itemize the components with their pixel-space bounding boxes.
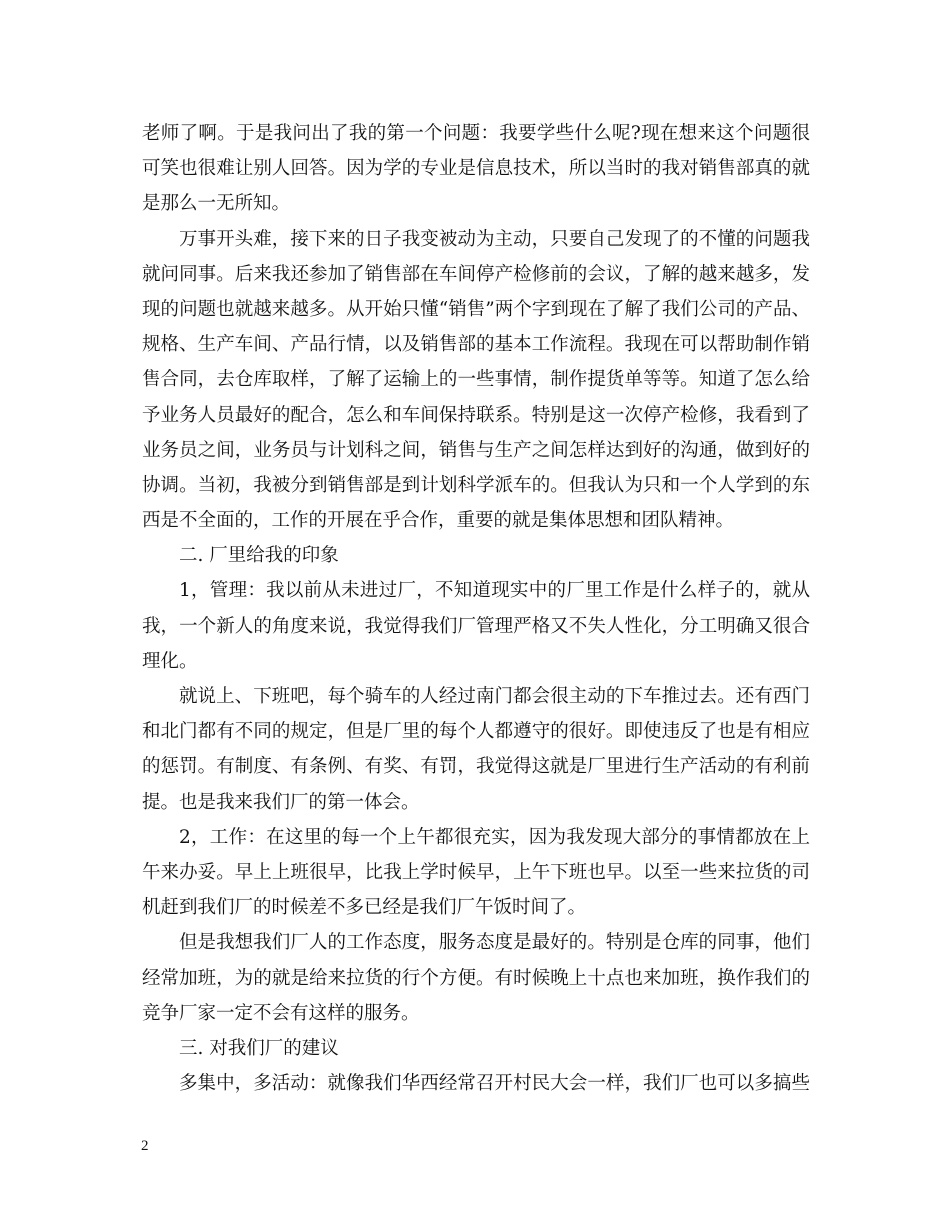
text-line: 西是不全面的，工作的开展在乎合作，重要的就是集体思想和团队精神。: [142, 510, 735, 532]
text-line: 和北门都有不同的规定，但是厂里的每个人都遵守的很好。即使违反了也是有相应: [142, 721, 810, 743]
text-line: 是那么一无所知。: [142, 193, 291, 215]
text-line: 提。也是我来我们厂的第一体会。: [142, 791, 420, 813]
text-line: 就问同事。后来我还参加了销售部在车间停产检修前的会议，了解的越来越多，发: [142, 263, 810, 285]
document-body: [142, 116, 810, 1101]
text-line: 经常加班，为的就是给来拉货的行个方便。有时候晚上十点也来加班，换作我们的: [142, 967, 810, 989]
section-heading: 三. 对我们厂的建议: [179, 1037, 339, 1059]
paragraph-first-line: 万事开头难，接下来的日子我变被动为主动，只要自己发现了的不懂的问题我: [179, 228, 810, 250]
paragraph-first-line: 多集中，多活动：就像我们华西经常召开村民大会一样，我们厂也可以多搞些: [179, 1073, 810, 1095]
paragraph-first-line: 就说上、下班吧，每个骑车的人经过南门都会很主动的下车推过去。还有西门: [179, 686, 810, 707]
text-line: 老师了啊。于是我问出了我的第一个问题：我要学些什么呢?现在想来这个问题很: [142, 123, 810, 144]
section-heading: 二. 厂里给我的印象: [179, 545, 339, 567]
paragraph-first-line: 2，工作：在这里的每一个上午都很充实，因为我发现大部分的事情都放在上: [179, 826, 810, 848]
text-line: 理化。: [142, 650, 198, 672]
paragraph-first-line: 1，管理：我以前从未进过厂，不知道现实中的厂里工作是什么样子的，就从: [179, 580, 810, 602]
text-line: 现的问题也就越来越多。从开始只懂“销售”两个字到现在了解了我们公司的产品、: [142, 298, 810, 320]
text-line: 午来办妥。早上上班很早，比我上学时候早，上午下班也早。以至一些来拉货的司: [142, 861, 810, 883]
page-number: 2: [141, 1138, 149, 1154]
text-line: 业务员之间，业务员与计划科之间，销售与生产之间怎样达到好的沟通，做到好的: [142, 439, 810, 461]
text-line: 的惩罚。有制度、有条例、有奖、有罚，我觉得这就是厂里进行生产活动的有利前: [142, 756, 810, 778]
text-line: 我，一个新人的角度来说，我觉得我们厂管理严格又不失人性化，分工明确又很合: [142, 615, 810, 637]
text-line: 予业务人员最好的配合，怎么和车间保持联系。特别是这一次停产检修，我看到了: [142, 404, 810, 426]
text-line: 规格、生产车间、产品行情，以及销售部的基本工作流程。我现在可以帮助制作销: [142, 334, 810, 356]
text-line: 可笑也很难让别人回答。因为学的专业是信息技术，所以当时的我对销售部真的就: [142, 158, 810, 180]
text-line: 售合同，去仓库取样，了解了运输上的一些事情，制作提货单等等。知道了怎么给: [142, 369, 810, 391]
text-line: 协调。当初，我被分到销售部是到计划科学派车的。但我认为只和一个人学到的东: [142, 474, 810, 496]
paragraph-first-line: 但是我想我们厂人的工作态度，服务态度是最好的。特别是仓库的同事，他们: [179, 932, 810, 954]
text-line: 机赶到我们厂的时候差不多已经是我们厂午饭时间了。: [142, 897, 587, 919]
text-line: 竞争厂家一定不会有这样的服务。: [142, 1002, 420, 1024]
